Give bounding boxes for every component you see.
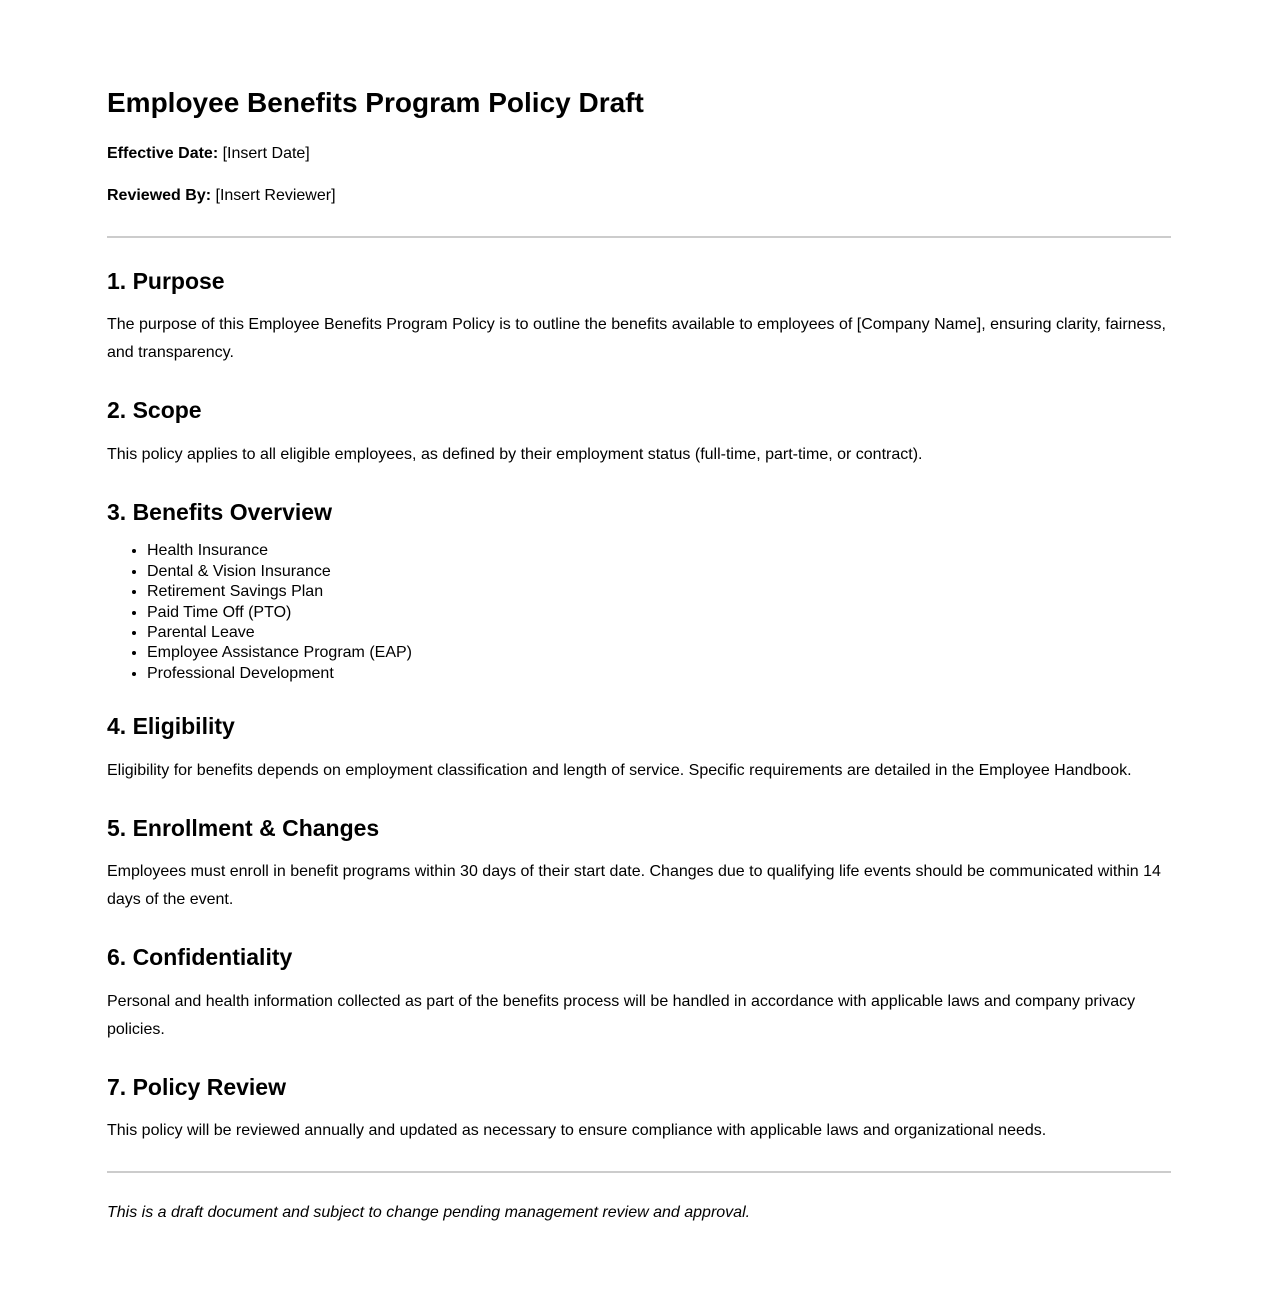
section-confidentiality [107,944,1171,1044]
section-enrollment-changes-body: Employees must enroll in benefit programs within 30 days of their start date. Changes due to qualifying life events should be communicated within 14 days of the event. [107,863,1161,909]
document-title: Employee Benefits Program Policy Draft [107,87,644,118]
section-enrollment-changes [107,815,1171,915]
section-scope-heading: 2. Scope [107,397,202,424]
top-divider [107,236,1171,238]
reviewed-by-label: Reviewed By: [107,186,212,204]
list-item: • Dental & Vision Insurance [147,563,1171,581]
section-confidentiality-heading: 6. Confidentiality [107,944,293,971]
section-eligibility-body: Eligibility for benefits depends on employment classification and length of service. Specific requirements are detailed in the Employee Handbook. [107,761,1132,779]
list-item: • Paid Time Off (PTO) [147,604,1171,622]
section-purpose-heading: 1. Purpose [107,267,225,294]
section-purpose-body: The purpose of this Employee Benefits Program Policy is to outline the benefits available to employees of [Company Name], ensuring clarity, fairness, and transparency. [107,316,1166,362]
list-item: • Employee Assistance Program (EAP) [147,644,1171,662]
section-purpose [107,268,1171,368]
reviewed-by-value: [Insert Reviewer] [211,186,336,204]
list-item: • Health Insurance [147,542,1171,560]
section-scope-body: This policy applies to all eligible employees, as defined by their employment status (full-time, part-time, or contract). [107,445,923,463]
section-benefits-overview-heading: 3. Benefits Overview [107,498,332,525]
section-policy-review-heading: 7. Policy Review [107,1073,286,1100]
section-eligibility [107,713,1171,785]
bottom-divider [107,1171,1171,1173]
section-enrollment-changes-heading: 5. Enrollment & Changes [107,814,380,841]
list-item: • Parental Leave [147,624,1171,642]
section-scope [107,397,1171,469]
benefits-list [107,542,1171,683]
section-policy-review-body: This policy will be reviewed annually and updated as necessary to ensure compliance with applicable laws and organizational needs. [107,1122,1047,1140]
section-eligibility-heading: 4. Eligibility [107,713,235,740]
draft-disclaimer: This is a draft document and subject to change pending management review and approval. [107,1204,751,1222]
effective-date-line [107,140,1171,168]
section-benefits-overview [107,499,1171,683]
list-item: • Retirement Savings Plan [147,583,1171,601]
reviewed-by-line [107,182,1171,210]
effective-date-label: Effective Date: [107,144,219,162]
list-item: • Professional Development [147,665,1171,683]
effective-date-value: [Insert Date] [218,144,310,162]
section-confidentiality-body: Personal and health information collected as part of the benefits process will be handled in accordance with applicable laws and company privacy policies. [107,992,1136,1038]
section-policy-review [107,1074,1171,1146]
